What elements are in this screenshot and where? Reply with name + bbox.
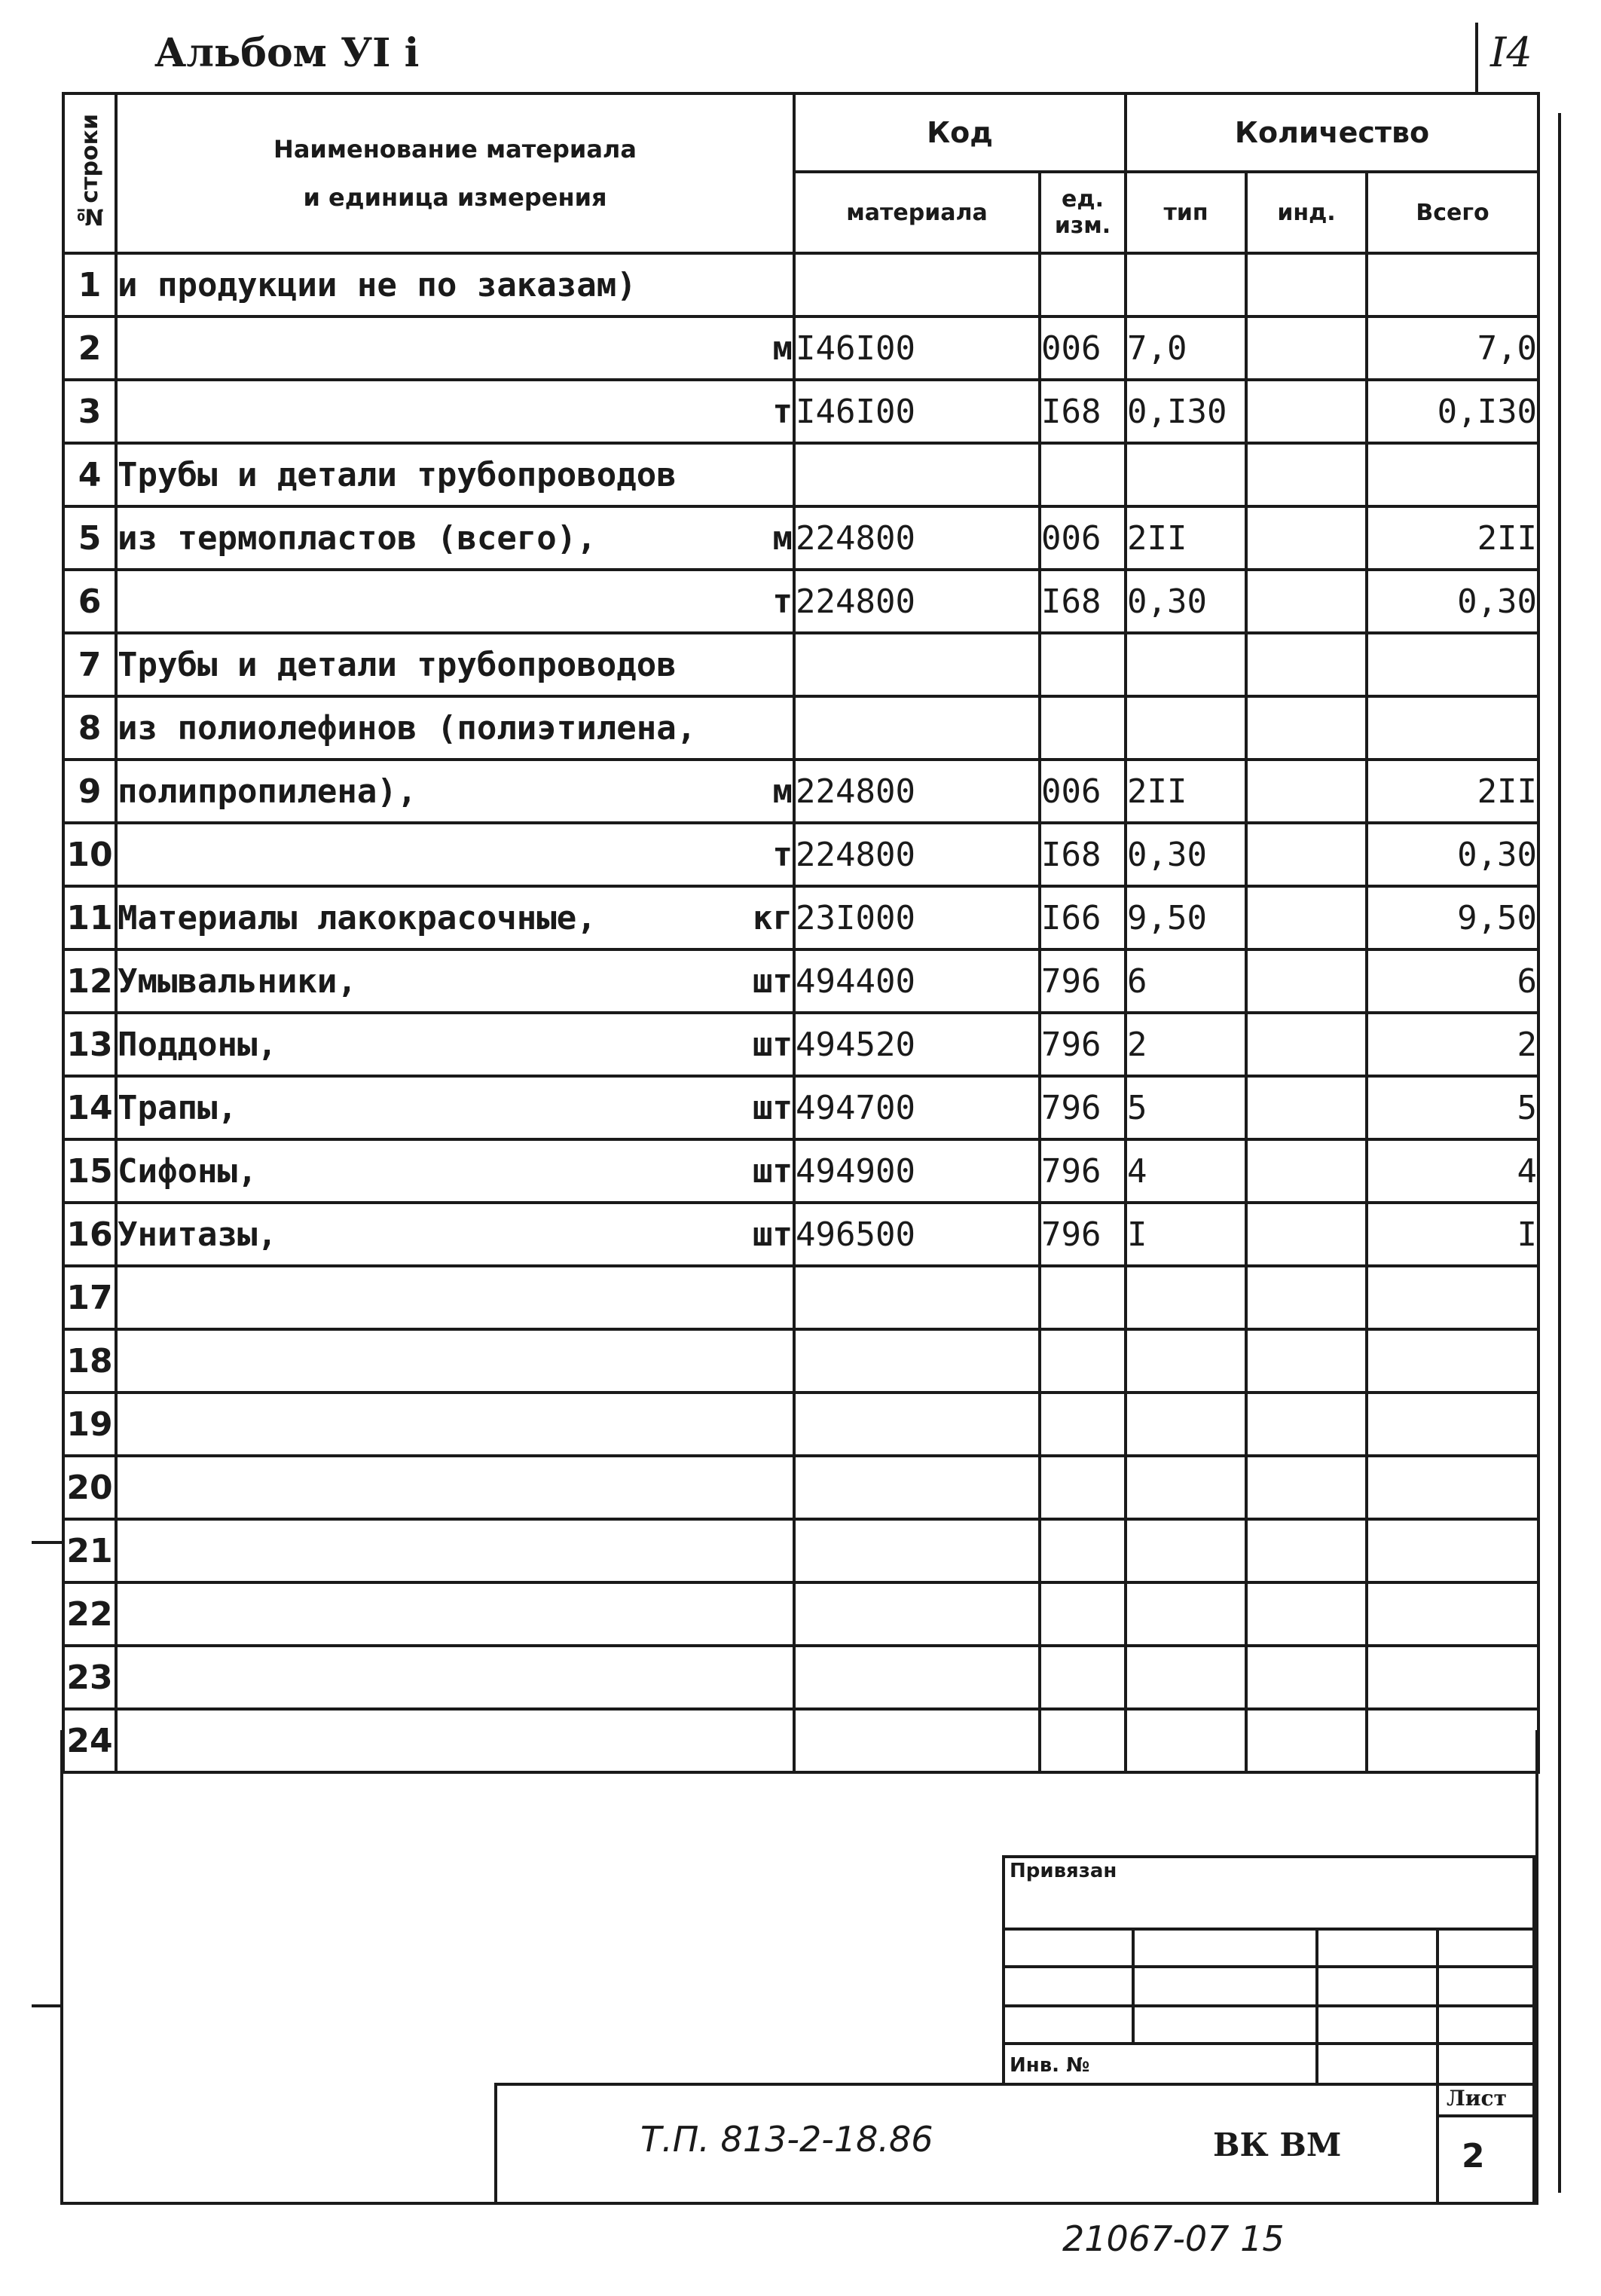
attached-label: Привязан <box>1010 1860 1117 1882</box>
type-quantity: 2 <box>1126 1013 1246 1076</box>
material-code <box>794 1582 1040 1646</box>
individual-quantity <box>1246 443 1367 506</box>
header-material-name: Наименование материала и единица измерения <box>116 93 794 253</box>
total-quantity <box>1367 696 1538 760</box>
table-row <box>63 1076 1538 1139</box>
stamp-line <box>1436 1928 1439 2083</box>
materials-table <box>62 92 1540 1774</box>
row-number: 16 <box>63 1203 116 1266</box>
table-row <box>63 1709 1538 1772</box>
header-row-number: №строки <box>63 93 116 253</box>
type-quantity <box>1126 443 1246 506</box>
material-code: I46I00 <box>794 380 1040 443</box>
individual-quantity <box>1246 760 1367 823</box>
table-row <box>63 633 1538 696</box>
type-quantity <box>1126 253 1246 316</box>
material-code <box>794 443 1040 506</box>
total-quantity: 5 <box>1367 1076 1538 1139</box>
material-code: 494900 <box>794 1139 1040 1203</box>
total-quantity <box>1367 443 1538 506</box>
individual-quantity <box>1246 1582 1367 1646</box>
type-quantity: 7,0 <box>1126 316 1246 380</box>
unit-code: I68 <box>1040 380 1126 443</box>
individual-quantity <box>1246 633 1367 696</box>
unit-code: I68 <box>1040 823 1126 886</box>
total-quantity: 2II <box>1367 760 1538 823</box>
row-number: 18 <box>63 1329 116 1393</box>
archive-code: 21067-07 15 <box>1062 2218 1285 2259</box>
measure-unit: шт <box>753 962 793 1001</box>
table-row <box>63 823 1538 886</box>
material-name-cell <box>116 886 794 949</box>
material-name-cell <box>116 1646 794 1709</box>
material-code: 224800 <box>794 760 1040 823</box>
header-individual: инд. <box>1246 172 1367 253</box>
individual-quantity <box>1246 1519 1367 1582</box>
row-number: 5 <box>63 506 116 570</box>
total-quantity: 6 <box>1367 949 1538 1013</box>
type-quantity: 2II <box>1126 760 1246 823</box>
individual-quantity <box>1246 949 1367 1013</box>
material-name-cell <box>116 823 794 886</box>
table-row <box>63 1013 1538 1076</box>
type-quantity <box>1126 1646 1246 1709</box>
material-name: Трапы, <box>118 1088 237 1127</box>
unit-code <box>1040 1456 1126 1519</box>
row-number: 9 <box>63 760 116 823</box>
table-row <box>63 1139 1538 1203</box>
material-name-cell <box>116 949 794 1013</box>
header-quantity-group: Количество <box>1126 93 1538 172</box>
material-code: 494520 <box>794 1013 1040 1076</box>
header-unit-code: ед. изм. <box>1040 172 1126 253</box>
measure-unit: т <box>772 582 793 621</box>
row-number: 2 <box>63 316 116 380</box>
material-code <box>794 1393 1040 1456</box>
individual-quantity <box>1246 1013 1367 1076</box>
row-number: 6 <box>63 570 116 633</box>
measure-unit: шт <box>753 1151 793 1191</box>
total-quantity <box>1367 1266 1538 1329</box>
material-code <box>794 1646 1040 1709</box>
type-quantity <box>1126 1393 1246 1456</box>
margin-tick <box>32 1541 62 1544</box>
material-name-cell <box>116 1393 794 1456</box>
unit-code <box>1040 1709 1126 1772</box>
unit-code <box>1040 633 1126 696</box>
table-row <box>63 1646 1538 1709</box>
type-quantity: 4 <box>1126 1139 1246 1203</box>
material-code: 496500 <box>794 1203 1040 1266</box>
album-title: Альбом УI i <box>154 30 420 76</box>
table-row <box>63 1519 1538 1582</box>
material-code <box>794 1456 1040 1519</box>
material-name-cell <box>116 1013 794 1076</box>
type-quantity: 6 <box>1126 949 1246 1013</box>
total-quantity: 7,0 <box>1367 316 1538 380</box>
material-code <box>794 1329 1040 1393</box>
material-name: из полиолефинов (полиэтилена, <box>118 708 697 747</box>
frame-left-line <box>60 1730 63 2205</box>
unit-code <box>1040 1266 1126 1329</box>
type-quantity: 9,50 <box>1126 886 1246 949</box>
stamp-line <box>1002 2042 1535 2045</box>
individual-quantity <box>1246 823 1367 886</box>
sheet-number-divider <box>1475 23 1478 95</box>
measure-unit: м <box>772 329 793 368</box>
material-name: полипропилена), <box>118 772 417 811</box>
material-name-cell <box>116 570 794 633</box>
material-name-cell <box>116 696 794 760</box>
unit-code <box>1040 1582 1126 1646</box>
material-name-cell <box>116 1329 794 1393</box>
material-code: 224800 <box>794 823 1040 886</box>
header-code-group: Код <box>794 93 1126 172</box>
type-quantity: 0,30 <box>1126 570 1246 633</box>
type-quantity <box>1126 1582 1246 1646</box>
material-code <box>794 1709 1040 1772</box>
measure-unit: кг <box>753 898 793 937</box>
row-number: 8 <box>63 696 116 760</box>
material-name: Материалы лакокрасочные, <box>118 898 597 937</box>
unit-code <box>1040 1393 1126 1456</box>
right-edge-line <box>1558 113 1561 2193</box>
total-quantity: I <box>1367 1203 1538 1266</box>
row-number: 23 <box>63 1646 116 1709</box>
table-row <box>63 1393 1538 1456</box>
unit-code: 796 <box>1040 1139 1126 1203</box>
material-name-cell <box>116 1203 794 1266</box>
row-number: 3 <box>63 380 116 443</box>
individual-quantity <box>1246 1456 1367 1519</box>
material-code: 224800 <box>794 570 1040 633</box>
row-number: 11 <box>63 886 116 949</box>
unit-code <box>1040 1519 1126 1582</box>
row-number: 22 <box>63 1582 116 1646</box>
total-quantity: 2II <box>1367 506 1538 570</box>
total-quantity <box>1367 1709 1538 1772</box>
material-code: 494400 <box>794 949 1040 1013</box>
unit-code: 006 <box>1040 506 1126 570</box>
individual-quantity <box>1246 1393 1367 1456</box>
row-number: 24 <box>63 1709 116 1772</box>
total-quantity: 4 <box>1367 1139 1538 1203</box>
stamp-line <box>1002 1965 1535 1968</box>
unit-code <box>1040 253 1126 316</box>
material-name-cell <box>116 760 794 823</box>
total-quantity: 0,30 <box>1367 823 1538 886</box>
individual-quantity <box>1246 1709 1367 1772</box>
table-row <box>63 316 1538 380</box>
table-row <box>63 696 1538 760</box>
measure-unit: шт <box>753 1025 793 1064</box>
individual-quantity <box>1246 1266 1367 1329</box>
table-row <box>63 1456 1538 1519</box>
individual-quantity <box>1246 1203 1367 1266</box>
table-row <box>63 506 1538 570</box>
total-quantity <box>1367 1393 1538 1456</box>
material-name-cell <box>116 633 794 696</box>
material-name-cell <box>116 316 794 380</box>
material-name: и продукции не по заказам) <box>118 265 637 304</box>
material-name-cell <box>116 443 794 506</box>
material-name: Трубы и детали трубопроводов <box>118 645 677 684</box>
table-row <box>63 1582 1538 1646</box>
stamp-line <box>1002 2004 1535 2007</box>
measure-unit: шт <box>753 1215 793 1254</box>
row-number: 14 <box>63 1076 116 1139</box>
individual-quantity <box>1246 570 1367 633</box>
unit-code: 796 <box>1040 1076 1126 1139</box>
row-number: 7 <box>63 633 116 696</box>
inventory-label: Инв. № <box>1010 2054 1090 2077</box>
type-quantity: 5 <box>1126 1076 1246 1139</box>
unit-code <box>1040 443 1126 506</box>
unit-code <box>1040 696 1126 760</box>
material-code <box>794 253 1040 316</box>
material-name-cell <box>116 506 794 570</box>
material-name: Поддоны, <box>118 1025 277 1064</box>
type-quantity <box>1126 1266 1246 1329</box>
material-name-cell <box>116 380 794 443</box>
material-name: Трубы и детали трубопроводов <box>118 455 677 494</box>
material-code <box>794 633 1040 696</box>
measure-unit: м <box>772 518 793 558</box>
document-code: Т.П. 813-2-18.86 <box>640 2119 933 2160</box>
header-material-code: материала <box>794 172 1040 253</box>
measure-unit: т <box>772 392 793 431</box>
header-type: тип <box>1126 172 1246 253</box>
row-number: 21 <box>63 1519 116 1582</box>
individual-quantity <box>1246 380 1367 443</box>
table-row <box>63 760 1538 823</box>
material-code <box>794 696 1040 760</box>
individual-quantity <box>1246 506 1367 570</box>
individual-quantity <box>1246 1646 1367 1709</box>
material-name: Умывальники, <box>118 962 357 1001</box>
measure-unit: т <box>772 835 793 874</box>
type-quantity <box>1126 1709 1246 1772</box>
material-name-cell <box>116 1076 794 1139</box>
table-row <box>63 1203 1538 1266</box>
sheet-label: Лист <box>1447 2086 1507 2111</box>
row-number: 15 <box>63 1139 116 1203</box>
material-name-cell <box>116 1266 794 1329</box>
table-row <box>63 886 1538 949</box>
material-name-cell <box>116 253 794 316</box>
unit-code: 796 <box>1040 1203 1126 1266</box>
material-code: I46I00 <box>794 316 1040 380</box>
table-row <box>63 570 1538 633</box>
row-number: 19 <box>63 1393 116 1456</box>
individual-quantity <box>1246 886 1367 949</box>
material-name-cell <box>116 1582 794 1646</box>
individual-quantity <box>1246 1139 1367 1203</box>
total-quantity <box>1367 1646 1538 1709</box>
frame-right-line <box>1535 1730 1538 2205</box>
type-quantity <box>1126 1329 1246 1393</box>
total-quantity <box>1367 633 1538 696</box>
material-code: 494700 <box>794 1076 1040 1139</box>
total-quantity: 9,50 <box>1367 886 1538 949</box>
measure-unit: шт <box>753 1088 793 1127</box>
material-name: Сифоны, <box>118 1151 258 1191</box>
type-quantity: 0,I30 <box>1126 380 1246 443</box>
unit-code: I66 <box>1040 886 1126 949</box>
unit-code <box>1040 1646 1126 1709</box>
unit-code: 796 <box>1040 949 1126 1013</box>
row-number: 4 <box>63 443 116 506</box>
margin-tick <box>32 2004 62 2007</box>
sheet-number-stamp: 2 <box>1462 2137 1485 2175</box>
row-number: 12 <box>63 949 116 1013</box>
stamp-line <box>1002 1928 1535 1931</box>
row-number: 10 <box>63 823 116 886</box>
table-row <box>63 1329 1538 1393</box>
type-quantity: I <box>1126 1203 1246 1266</box>
total-quantity <box>1367 1582 1538 1646</box>
row-number: 20 <box>63 1456 116 1519</box>
table-row <box>63 253 1538 316</box>
total-quantity: 0,I30 <box>1367 380 1538 443</box>
unit-code: I68 <box>1040 570 1126 633</box>
individual-quantity <box>1246 1076 1367 1139</box>
material-name-cell <box>116 1139 794 1203</box>
title-block-line <box>1436 2114 1535 2117</box>
unit-code: 006 <box>1040 760 1126 823</box>
total-quantity: 2 <box>1367 1013 1538 1076</box>
material-code <box>794 1266 1040 1329</box>
material-code: 23I000 <box>794 886 1040 949</box>
unit-code: 796 <box>1040 1013 1126 1076</box>
total-quantity: 0,30 <box>1367 570 1538 633</box>
title-block-line <box>1436 2083 1439 2205</box>
individual-quantity <box>1246 316 1367 380</box>
total-quantity <box>1367 1519 1538 1582</box>
individual-quantity <box>1246 696 1367 760</box>
section-code: ВК ВМ <box>1213 2126 1342 2163</box>
type-quantity: 2II <box>1126 506 1246 570</box>
table-row <box>63 1266 1538 1329</box>
measure-unit: м <box>772 772 793 811</box>
unit-code <box>1040 1329 1126 1393</box>
individual-quantity <box>1246 253 1367 316</box>
row-number: 13 <box>63 1013 116 1076</box>
total-quantity <box>1367 1456 1538 1519</box>
row-number: 17 <box>63 1266 116 1329</box>
individual-quantity <box>1246 1329 1367 1393</box>
material-name: Унитазы, <box>118 1215 277 1254</box>
type-quantity <box>1126 696 1246 760</box>
table-row <box>63 380 1538 443</box>
material-name-cell <box>116 1709 794 1772</box>
material-name-cell <box>116 1519 794 1582</box>
stamp-line <box>1315 1928 1318 2083</box>
total-quantity <box>1367 253 1538 316</box>
stamp-line <box>1132 1928 1135 2042</box>
row-number: 1 <box>63 253 116 316</box>
material-name-cell <box>116 1456 794 1519</box>
header-total: Всего <box>1367 172 1538 253</box>
type-quantity: 0,30 <box>1126 823 1246 886</box>
material-code: 224800 <box>794 506 1040 570</box>
sheet-number: I4 <box>1490 29 1532 76</box>
type-quantity <box>1126 633 1246 696</box>
attachment-stamp <box>1002 1855 1535 2083</box>
table-row <box>63 949 1538 1013</box>
type-quantity <box>1126 1456 1246 1519</box>
total-quantity <box>1367 1329 1538 1393</box>
table-row <box>63 443 1538 506</box>
material-code <box>794 1519 1040 1582</box>
type-quantity <box>1126 1519 1246 1582</box>
material-name: из термопластов (всего), <box>118 518 597 558</box>
unit-code: 006 <box>1040 316 1126 380</box>
